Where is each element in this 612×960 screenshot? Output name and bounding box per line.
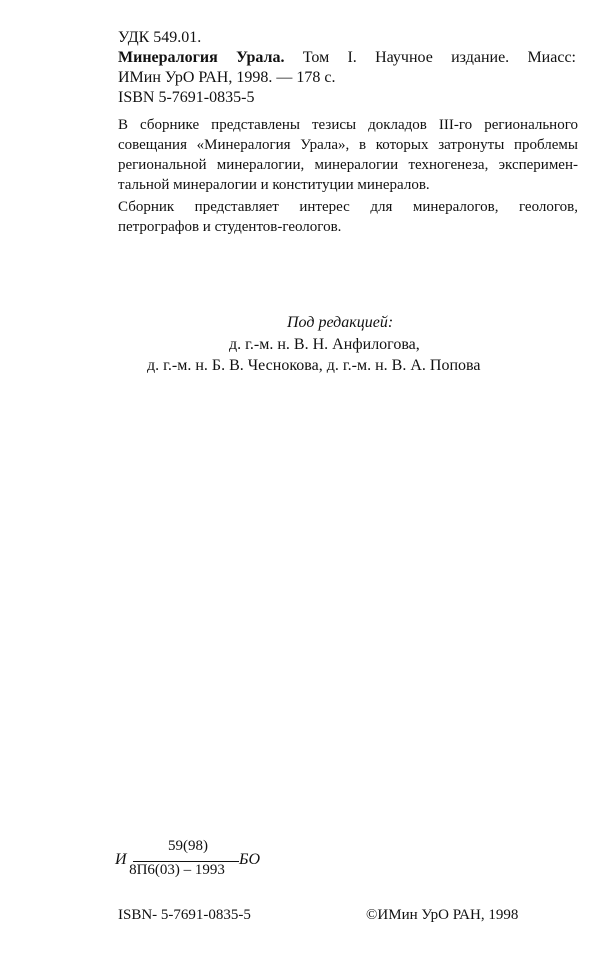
annotation-line: Сборник представляет интерес для минералогов, геологов, (118, 199, 578, 215)
bibliographic-record (118, 48, 576, 88)
annotation-paragraph-1 (118, 115, 578, 195)
editor-line-2: д. г.-м. н. Б. В. Чеснокова, д. г.-м. н. В. А. Попова (147, 357, 481, 374)
bib-line-1-rest: Том I. Научное издание. Миасс: (284, 49, 576, 66)
bib-line-2: ИМин УрО РАН, 1998. — 178 с. (118, 69, 336, 86)
index-numerator: 59(98) (168, 838, 208, 854)
annotation-line: петрографов и студентов-геологов. (118, 219, 342, 235)
index-denominator: 8П6(03) – 1993 (129, 862, 225, 878)
copyright-notice: ©ИМин УрО РАН, 1998 (366, 907, 519, 923)
editor-line-1: д. г.-м. н. В. Н. Анфилогова, (229, 336, 420, 353)
index-letter-right: БО (239, 851, 260, 868)
index-letter-left: И (115, 851, 127, 868)
udk-code: УДК 549.01. (118, 29, 202, 46)
annotation-line: тальной минералогии и конституции минералов. (118, 177, 430, 193)
annotation-paragraph-2 (118, 197, 578, 237)
editors-heading: Под редакцией: (287, 314, 394, 331)
bib-line-1 (118, 48, 576, 68)
annotation-line: В сборнике представлены тезисы докладов III-го регионального (118, 117, 578, 133)
annotation-line: совещания «Минералогия Урала», в которых затронуты проблемы (118, 137, 578, 153)
book-title: Минералогия Урала. (118, 49, 285, 66)
isbn-bottom: ISBN- 5-7691-0835-5 (118, 907, 251, 923)
annotation-line: региональной минералогии, минералогии техногенеза, эксперимен- (118, 157, 578, 173)
isbn-top: ISBN 5-7691-0835-5 (118, 89, 255, 106)
publication-index-mark (115, 838, 265, 898)
